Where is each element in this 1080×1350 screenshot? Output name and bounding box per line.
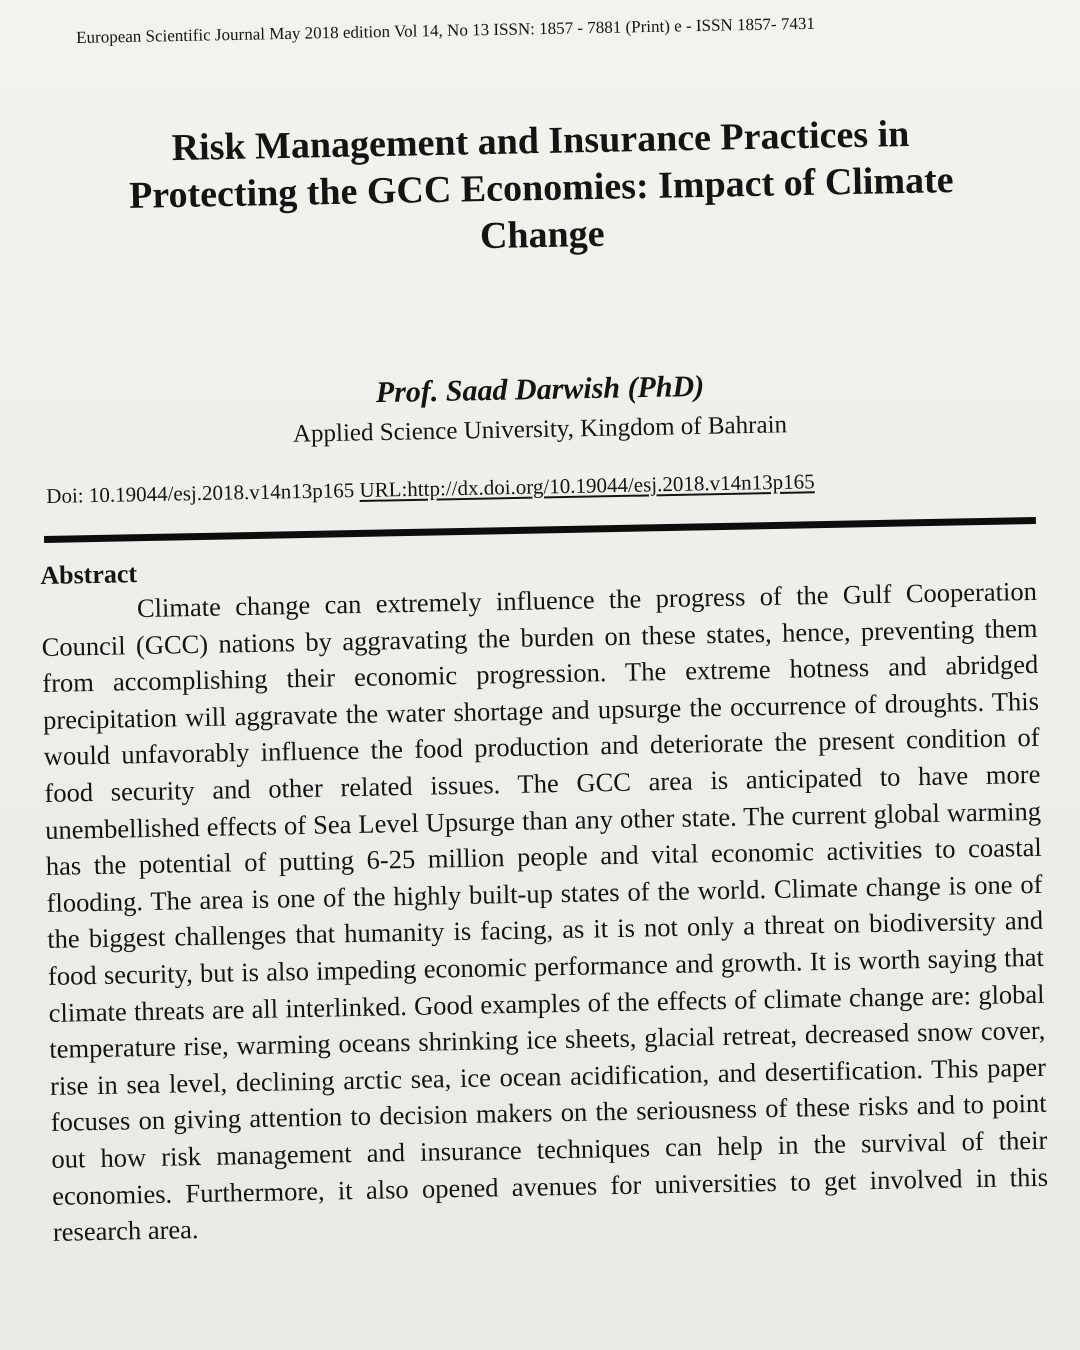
doi-line <box>46 463 1036 510</box>
author-name: Prof. Saad Darwish (PhD) <box>375 369 705 410</box>
title-line: Change <box>479 212 605 258</box>
doi-url-link[interactable]: URL:http://dx.doi.org/10.19044/esj.2018.v14n13p165 <box>359 469 815 502</box>
header-divider <box>44 517 1036 543</box>
abstract-body: Climate change can extremely influence the progress of the Gulf Cooperation Council (GCC) nations by aggravating the burden on these states, hence, preventing them from accomplishing their economic progression. The extreme hotness and abridged precipitation will aggravate the water shortage and upsurge the occurrence of droughts. This would unfavorably influence the food production and deteriorate the present condition of food security and other related issues. The GCC area is anticipated to have more unembellished effects of Sea Level Upsurge than any other state. The current global warming has the potential of putting 6-25 million people and vital economic activities to coastal flooding. The area is one of the highly built-up states of the world. Climate change is one of the biggest challenges that humanity is facing, as it is not only a threat on biodiversity and food security, but is also impeding economic performance and growth. It is worth saying that climate threats are all interlinked. Good examples of the effects of climate change are: global temperature rise, warming oceans shrinking ice sheets, glacial retreat, decreased snow cover, rise in sea level, declining arctic sea, ice ocean acidification, and desertification. This paper focuses on giving attention to decision makers on the seriousness of these risks and to point out how risk management and insurance techniques can help in the survival of their economies. Furthermore, it also opened avenues for universities to get involved in this research area. <box>41 575 1049 1247</box>
title-line: Protecting the GCC Economies: Impact of Climate <box>128 159 954 217</box>
paper-title <box>60 109 1023 268</box>
title-line: Risk Management and Insurance Practices in <box>171 112 910 170</box>
doi-text: Doi: 10.19044/esj.2018.v14n13p165 <box>46 478 355 508</box>
journal-running-header: European Scientific Journal May 2018 edition Vol 14, No 13 ISSN: 1857 - 7881 (Print) e - ISSN 1857- 7431 <box>76 13 816 47</box>
author-affiliation: Applied Science University, Kingdom of Bahrain <box>292 411 788 448</box>
abstract-section <box>40 541 1049 1251</box>
abstract-heading: Abstract <box>40 559 138 590</box>
